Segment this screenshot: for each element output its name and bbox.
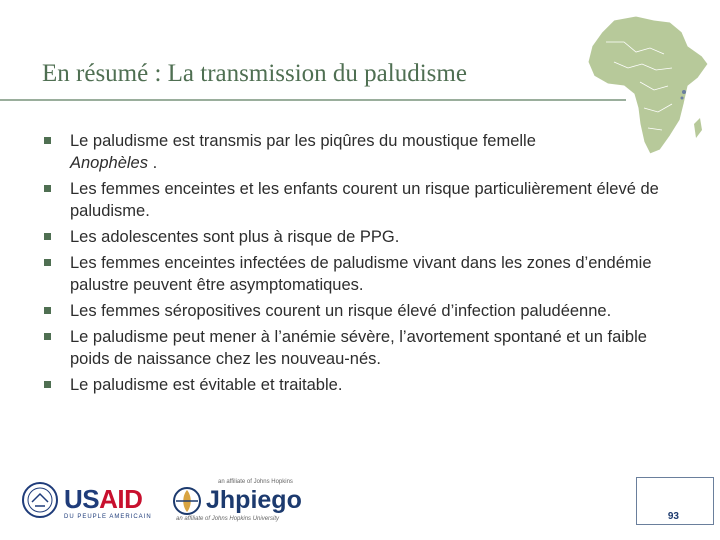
bullet-item: Les adolescentes sont plus à risque de PPG. [44, 226, 684, 248]
bullet-square-icon [44, 307, 51, 314]
usaid-seal-icon [22, 482, 58, 518]
title-divider [0, 99, 626, 101]
bullet-square-icon [44, 259, 51, 266]
usaid-logo: USAID [64, 484, 143, 514]
jhpiego-emblem-icon [172, 486, 202, 516]
bullet-item: Le paludisme est évitable et traitable. [44, 374, 684, 396]
bullet-square-icon [44, 185, 51, 192]
bullet-item: Le paludisme peut mener à l’anémie sévère, l’avortement spontané et un faible poids de naissance chez les nouveau-nés. [44, 326, 684, 370]
usaid-tagline: DU PEUPLE AMERICAIN [64, 514, 152, 520]
jhpiego-logo: Jhpiego [206, 486, 302, 514]
page-number: 93 [667, 511, 679, 522]
bullet-square-icon [44, 381, 51, 388]
bullet-square-icon [44, 333, 51, 340]
bullet-item: Les femmes séropositives courent un risque élevé d’infection paludéenne. [44, 300, 684, 322]
bullet-item: Les femmes enceintes et les enfants courent un risque particulièrement élevé de paludisme. [44, 178, 684, 222]
slide-title: En résumé : La transmission du paludisme [42, 60, 467, 87]
jhpiego-tagline: an affiliate of Johns Hopkins University [176, 516, 280, 522]
bullet-item: Les femmes enceintes infectées de paludisme vivant dans les zones d’endémie palustre peuvent être asymptomatiques. [44, 252, 684, 296]
bullet-item: Le paludisme est transmis par les piqûres du moustique femelle Anophèles . [44, 130, 684, 174]
bullet-list [44, 130, 684, 400]
bullet-square-icon [44, 233, 51, 240]
bullet-square-icon [44, 137, 51, 144]
jhpiego-top-line: an affiliate of Johns Hopkins [218, 479, 293, 485]
emphasis-text: Anophèles [70, 154, 148, 172]
